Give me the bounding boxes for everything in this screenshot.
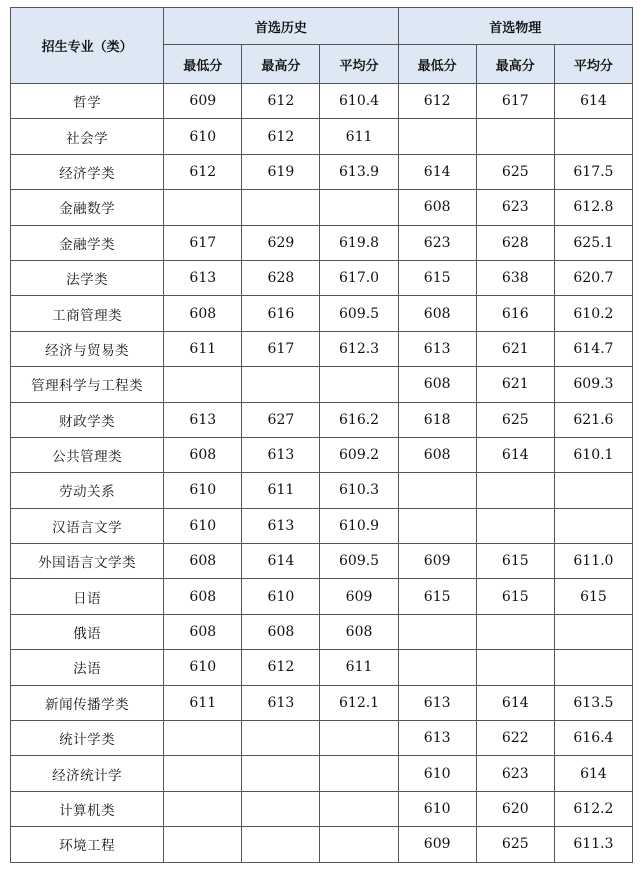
physics-min-cell: 614 (398, 154, 476, 189)
table-row (11, 84, 633, 119)
history-min-cell (164, 367, 242, 402)
table-row (11, 756, 633, 791)
history-avg-cell: 617.0 (320, 260, 398, 295)
table-row (11, 402, 633, 437)
physics-min-cell: 613 (398, 331, 476, 366)
history-max-cell: 619 (242, 154, 320, 189)
subheader-physics-min: 最低分 (398, 45, 476, 84)
table-row (11, 721, 633, 756)
history-max-cell (242, 190, 320, 225)
physics-max-cell: 622 (476, 721, 554, 756)
table-row (11, 119, 633, 154)
history-min-cell: 610 (164, 508, 242, 543)
major-name-cell: 统计学类 (11, 721, 164, 756)
history-avg-cell: 609.5 (320, 296, 398, 331)
physics-min-cell: 623 (398, 225, 476, 260)
major-name-cell: 哲学 (11, 84, 164, 119)
subheader-history-max: 最高分 (242, 45, 320, 84)
history-avg-cell: 609 (320, 579, 398, 614)
history-avg-cell: 609.5 (320, 544, 398, 579)
major-name-cell: 新闻传播学类 (11, 685, 164, 720)
history-max-cell (242, 721, 320, 756)
history-max-cell: 628 (242, 260, 320, 295)
physics-max-cell: 617 (476, 84, 554, 119)
group-header-history: 首选历史 (164, 8, 398, 45)
major-name-cell: 劳动关系 (11, 473, 164, 508)
history-min-cell: 612 (164, 154, 242, 189)
major-name-cell: 日语 (11, 579, 164, 614)
table-row (11, 154, 633, 189)
physics-max-cell: 625 (476, 402, 554, 437)
table-row (11, 296, 633, 331)
major-column-header: 招生专业（类） (11, 8, 164, 84)
history-avg-cell: 616.2 (320, 402, 398, 437)
subheader-history-min: 最低分 (164, 45, 242, 84)
table-row (11, 544, 633, 579)
history-max-cell: 612 (242, 84, 320, 119)
table-row (11, 827, 633, 862)
history-max-cell: 616 (242, 296, 320, 331)
physics-avg-cell: 620.7 (554, 260, 632, 295)
history-min-cell (164, 721, 242, 756)
history-avg-cell (320, 791, 398, 826)
physics-max-cell: 638 (476, 260, 554, 295)
major-name-cell: 汉语言文学 (11, 508, 164, 543)
admission-score-table (10, 7, 633, 863)
physics-min-cell (398, 614, 476, 649)
table-row (11, 508, 633, 543)
table-row (11, 791, 633, 826)
major-name-cell: 财政学类 (11, 402, 164, 437)
physics-min-cell: 608 (398, 367, 476, 402)
physics-max-cell: 621 (476, 331, 554, 366)
subheader-history-avg: 平均分 (320, 45, 398, 84)
physics-min-cell: 608 (398, 296, 476, 331)
history-min-cell: 609 (164, 84, 242, 119)
physics-min-cell (398, 508, 476, 543)
history-min-cell (164, 756, 242, 791)
physics-max-cell (476, 614, 554, 649)
history-min-cell (164, 791, 242, 826)
history-min-cell: 613 (164, 260, 242, 295)
history-max-cell: 611 (242, 473, 320, 508)
group-header-physics: 首选物理 (398, 8, 632, 45)
history-avg-cell: 610.3 (320, 473, 398, 508)
physics-avg-cell: 610.2 (554, 296, 632, 331)
physics-min-cell: 615 (398, 260, 476, 295)
history-avg-cell: 613.9 (320, 154, 398, 189)
major-name-cell: 管理科学与工程类 (11, 367, 164, 402)
physics-avg-cell: 614.7 (554, 331, 632, 366)
physics-avg-cell: 617.5 (554, 154, 632, 189)
history-max-cell (242, 367, 320, 402)
history-min-cell: 608 (164, 614, 242, 649)
physics-max-cell: 625 (476, 154, 554, 189)
physics-max-cell: 614 (476, 685, 554, 720)
physics-avg-cell: 614 (554, 84, 632, 119)
history-min-cell: 617 (164, 225, 242, 260)
physics-max-cell (476, 119, 554, 154)
history-avg-cell: 610.9 (320, 508, 398, 543)
history-avg-cell (320, 756, 398, 791)
history-min-cell: 611 (164, 685, 242, 720)
history-avg-cell: 609.2 (320, 437, 398, 472)
physics-avg-cell (554, 473, 632, 508)
physics-min-cell: 612 (398, 84, 476, 119)
physics-min-cell: 610 (398, 791, 476, 826)
subheader-physics-avg: 平均分 (554, 45, 632, 84)
table-header (11, 8, 633, 84)
physics-min-cell (398, 119, 476, 154)
table-row (11, 614, 633, 649)
history-avg-cell: 612.1 (320, 685, 398, 720)
history-avg-cell (320, 367, 398, 402)
history-max-cell (242, 827, 320, 862)
physics-max-cell: 621 (476, 367, 554, 402)
history-min-cell: 608 (164, 579, 242, 614)
history-max-cell (242, 756, 320, 791)
physics-max-cell: 620 (476, 791, 554, 826)
major-name-cell: 公共管理类 (11, 437, 164, 472)
physics-min-cell: 615 (398, 579, 476, 614)
history-max-cell: 613 (242, 508, 320, 543)
history-min-cell: 608 (164, 437, 242, 472)
physics-avg-cell: 613.5 (554, 685, 632, 720)
major-name-cell: 社会学 (11, 119, 164, 154)
history-avg-cell: 612.3 (320, 331, 398, 366)
history-avg-cell: 611 (320, 650, 398, 685)
physics-max-cell: 616 (476, 296, 554, 331)
physics-avg-cell: 609.3 (554, 367, 632, 402)
history-avg-cell: 619.8 (320, 225, 398, 260)
major-name-cell: 法学类 (11, 260, 164, 295)
table-row (11, 225, 633, 260)
score-table-container (10, 7, 633, 863)
history-max-cell: 612 (242, 650, 320, 685)
physics-min-cell: 613 (398, 685, 476, 720)
history-max-cell: 608 (242, 614, 320, 649)
history-min-cell: 611 (164, 331, 242, 366)
physics-avg-cell (554, 508, 632, 543)
history-min-cell: 608 (164, 544, 242, 579)
history-avg-cell (320, 827, 398, 862)
history-avg-cell: 608 (320, 614, 398, 649)
major-name-cell: 俄语 (11, 614, 164, 649)
physics-avg-cell (554, 614, 632, 649)
table-row (11, 260, 633, 295)
major-name-cell: 经济统计学 (11, 756, 164, 791)
history-max-cell: 613 (242, 685, 320, 720)
major-name-cell: 计算机类 (11, 791, 164, 826)
history-avg-cell (320, 190, 398, 225)
history-max-cell: 613 (242, 437, 320, 472)
physics-min-cell: 610 (398, 756, 476, 791)
history-min-cell: 610 (164, 650, 242, 685)
table-row (11, 473, 633, 508)
physics-min-cell (398, 650, 476, 685)
history-min-cell: 608 (164, 296, 242, 331)
major-name-cell: 法语 (11, 650, 164, 685)
major-name-cell: 金融数学 (11, 190, 164, 225)
physics-max-cell (476, 650, 554, 685)
physics-min-cell: 618 (398, 402, 476, 437)
history-avg-cell (320, 721, 398, 756)
physics-avg-cell: 611.0 (554, 544, 632, 579)
history-max-cell: 614 (242, 544, 320, 579)
history-avg-cell: 611 (320, 119, 398, 154)
history-max-cell: 629 (242, 225, 320, 260)
major-name-cell: 外国语言文学类 (11, 544, 164, 579)
physics-avg-cell (554, 650, 632, 685)
history-max-cell: 612 (242, 119, 320, 154)
physics-min-cell: 609 (398, 827, 476, 862)
physics-max-cell: 623 (476, 190, 554, 225)
table-row (11, 437, 633, 472)
physics-avg-cell: 614 (554, 756, 632, 791)
physics-min-cell (398, 473, 476, 508)
table-row (11, 685, 633, 720)
major-name-cell: 经济学类 (11, 154, 164, 189)
table-row (11, 650, 633, 685)
physics-avg-cell: 612.2 (554, 791, 632, 826)
history-max-cell: 627 (242, 402, 320, 437)
table-row (11, 190, 633, 225)
physics-avg-cell: 625.1 (554, 225, 632, 260)
history-min-cell: 610 (164, 473, 242, 508)
physics-avg-cell: 616.4 (554, 721, 632, 756)
physics-avg-cell: 611.3 (554, 827, 632, 862)
table-body (11, 84, 633, 863)
physics-max-cell: 615 (476, 544, 554, 579)
physics-avg-cell: 621.6 (554, 402, 632, 437)
physics-max-cell: 628 (476, 225, 554, 260)
history-min-cell (164, 190, 242, 225)
physics-avg-cell: 612.8 (554, 190, 632, 225)
physics-max-cell: 625 (476, 827, 554, 862)
physics-max-cell: 614 (476, 437, 554, 472)
subheader-physics-max: 最高分 (476, 45, 554, 84)
physics-max-cell: 615 (476, 579, 554, 614)
major-name-cell: 工商管理类 (11, 296, 164, 331)
physics-avg-cell (554, 119, 632, 154)
table-row (11, 579, 633, 614)
major-name-cell: 金融学类 (11, 225, 164, 260)
physics-min-cell: 613 (398, 721, 476, 756)
history-min-cell (164, 827, 242, 862)
major-name-cell: 经济与贸易类 (11, 331, 164, 366)
major-name-cell: 环境工程 (11, 827, 164, 862)
table-row (11, 331, 633, 366)
history-avg-cell: 610.4 (320, 84, 398, 119)
physics-avg-cell: 615 (554, 579, 632, 614)
physics-max-cell (476, 473, 554, 508)
physics-max-cell: 623 (476, 756, 554, 791)
history-max-cell: 610 (242, 579, 320, 614)
physics-max-cell (476, 508, 554, 543)
history-min-cell: 610 (164, 119, 242, 154)
history-min-cell: 613 (164, 402, 242, 437)
history-max-cell: 617 (242, 331, 320, 366)
physics-avg-cell: 610.1 (554, 437, 632, 472)
history-max-cell (242, 791, 320, 826)
physics-min-cell: 609 (398, 544, 476, 579)
table-row (11, 367, 633, 402)
physics-min-cell: 608 (398, 190, 476, 225)
physics-min-cell: 608 (398, 437, 476, 472)
